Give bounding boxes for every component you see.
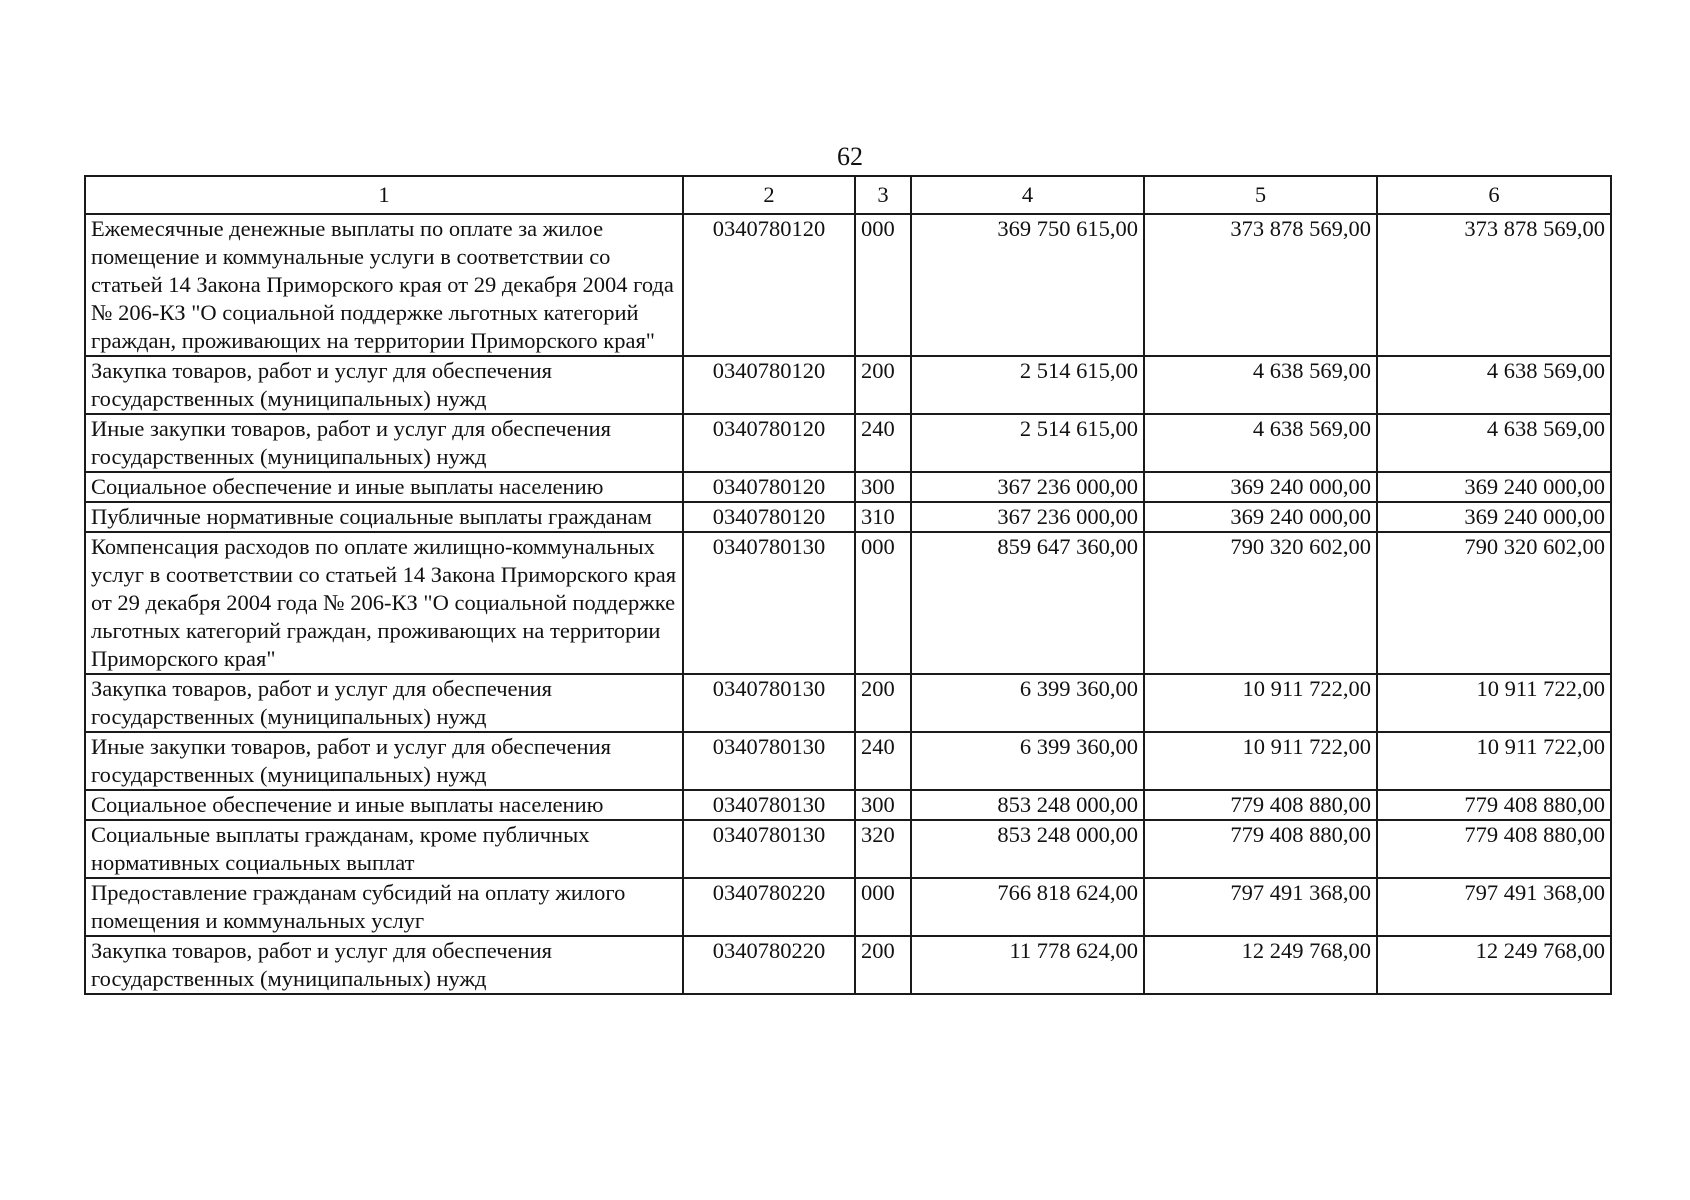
- target-code: 0340780130: [683, 820, 855, 878]
- budget-table: [84, 175, 1612, 995]
- table-row: [85, 790, 1611, 820]
- target-code: 0340780220: [683, 878, 855, 936]
- table-row: [85, 820, 1611, 878]
- expense-type: 200: [855, 936, 911, 994]
- amount-col4: 859 647 360,00: [911, 532, 1144, 674]
- row-description: Закупка товаров, работ и услуг для обеспечения государственных (муниципальных) нужд: [85, 674, 683, 732]
- column-header: 3: [855, 176, 911, 214]
- amount-col5: 797 491 368,00: [1144, 878, 1377, 936]
- amount-col5: 373 878 569,00: [1144, 214, 1377, 356]
- target-code: 0340780130: [683, 732, 855, 790]
- target-code: 0340780220: [683, 936, 855, 994]
- row-description: Публичные нормативные социальные выплаты гражданам: [85, 502, 683, 532]
- amount-col6: 10 911 722,00: [1377, 674, 1611, 732]
- amount-col6: 797 491 368,00: [1377, 878, 1611, 936]
- amount-col6: 10 911 722,00: [1377, 732, 1611, 790]
- expense-type: 300: [855, 472, 911, 502]
- amount-col4: 369 750 615,00: [911, 214, 1144, 356]
- table-row: [85, 214, 1611, 356]
- amount-col4: 853 248 000,00: [911, 820, 1144, 878]
- expense-type: 240: [855, 732, 911, 790]
- row-description: Социальное обеспечение и иные выплаты населению: [85, 790, 683, 820]
- target-code: 0340780120: [683, 356, 855, 414]
- amount-col5: 369 240 000,00: [1144, 472, 1377, 502]
- row-description: Иные закупки товаров, работ и услуг для обеспечения государственных (муниципальных) нужд: [85, 732, 683, 790]
- amount-col6: 4 638 569,00: [1377, 356, 1611, 414]
- amount-col6: 779 408 880,00: [1377, 820, 1611, 878]
- target-code: 0340780130: [683, 790, 855, 820]
- amount-col5: 369 240 000,00: [1144, 502, 1377, 532]
- target-code: 0340780120: [683, 472, 855, 502]
- table-row: [85, 532, 1611, 674]
- amount-col5: 12 249 768,00: [1144, 936, 1377, 994]
- target-code: 0340780120: [683, 502, 855, 532]
- expense-type: 240: [855, 414, 911, 472]
- column-header: 6: [1377, 176, 1611, 214]
- amount-col6: 12 249 768,00: [1377, 936, 1611, 994]
- amount-col4: 853 248 000,00: [911, 790, 1144, 820]
- expense-type: 320: [855, 820, 911, 878]
- amount-col5: 10 911 722,00: [1144, 732, 1377, 790]
- amount-col4: 2 514 615,00: [911, 356, 1144, 414]
- target-code: 0340780120: [683, 414, 855, 472]
- amount-col5: 4 638 569,00: [1144, 414, 1377, 472]
- amount-col6: 4 638 569,00: [1377, 414, 1611, 472]
- amount-col4: 11 778 624,00: [911, 936, 1144, 994]
- expense-type: 300: [855, 790, 911, 820]
- row-description: Социальные выплаты гражданам, кроме публичных нормативных социальных выплат: [85, 820, 683, 878]
- amount-col4: 2 514 615,00: [911, 414, 1144, 472]
- row-description: Социальное обеспечение и иные выплаты населению: [85, 472, 683, 502]
- table-row: [85, 878, 1611, 936]
- amount-col5: 4 638 569,00: [1144, 356, 1377, 414]
- page-number: 62: [837, 142, 863, 171]
- table-row: [85, 414, 1611, 472]
- amount-col5: 779 408 880,00: [1144, 820, 1377, 878]
- expense-type: 200: [855, 674, 911, 732]
- target-code: 0340780130: [683, 532, 855, 674]
- row-description: Предоставление гражданам субсидий на оплату жилого помещения и коммунальных услуг: [85, 878, 683, 936]
- table-row: [85, 502, 1611, 532]
- table-row: [85, 356, 1611, 414]
- column-header: 1: [85, 176, 683, 214]
- amount-col4: 367 236 000,00: [911, 502, 1144, 532]
- row-description: Ежемесячные денежные выплаты по оплате за жилое помещение и коммунальные услуги в соответствии со статьей 14 Закона Приморского края от 29 декабря 2004 года № 206-КЗ "О социальной поддержке льготных категорий граждан, проживающих на территории Приморского края": [85, 214, 683, 356]
- amount-col4: 6 399 360,00: [911, 732, 1144, 790]
- column-header: 5: [1144, 176, 1377, 214]
- target-code: 0340780130: [683, 674, 855, 732]
- expense-type: 000: [855, 532, 911, 674]
- table-row: [85, 936, 1611, 994]
- amount-col5: 790 320 602,00: [1144, 532, 1377, 674]
- row-description: Закупка товаров, работ и услуг для обеспечения государственных (муниципальных) нужд: [85, 936, 683, 994]
- table-row: [85, 674, 1611, 732]
- column-header: 4: [911, 176, 1144, 214]
- amount-col6: 369 240 000,00: [1377, 502, 1611, 532]
- table-row: [85, 472, 1611, 502]
- column-header: 2: [683, 176, 855, 214]
- amount-col6: 373 878 569,00: [1377, 214, 1611, 356]
- amount-col5: 10 911 722,00: [1144, 674, 1377, 732]
- row-description: Иные закупки товаров, работ и услуг для обеспечения государственных (муниципальных) нужд: [85, 414, 683, 472]
- expense-type: 000: [855, 878, 911, 936]
- row-description: Закупка товаров, работ и услуг для обеспечения государственных (муниципальных) нужд: [85, 356, 683, 414]
- expense-type: 310: [855, 502, 911, 532]
- amount-col4: 6 399 360,00: [911, 674, 1144, 732]
- row-description: Компенсация расходов по оплате жилищно-коммунальных услуг в соответствии со статьей 14 Закона Приморского края от 29 декабря 2004 года № 206-КЗ "О социальной поддержке льготных категорий граждан, проживающих на территории Приморского края": [85, 532, 683, 674]
- expense-type: 000: [855, 214, 911, 356]
- table-row: [85, 732, 1611, 790]
- target-code: 0340780120: [683, 214, 855, 356]
- amount-col5: 779 408 880,00: [1144, 790, 1377, 820]
- amount-col4: 766 818 624,00: [911, 878, 1144, 936]
- column-number-row: [85, 176, 1611, 214]
- amount-col4: 367 236 000,00: [911, 472, 1144, 502]
- expense-type: 200: [855, 356, 911, 414]
- amount-col6: 779 408 880,00: [1377, 790, 1611, 820]
- amount-col6: 790 320 602,00: [1377, 532, 1611, 674]
- amount-col6: 369 240 000,00: [1377, 472, 1611, 502]
